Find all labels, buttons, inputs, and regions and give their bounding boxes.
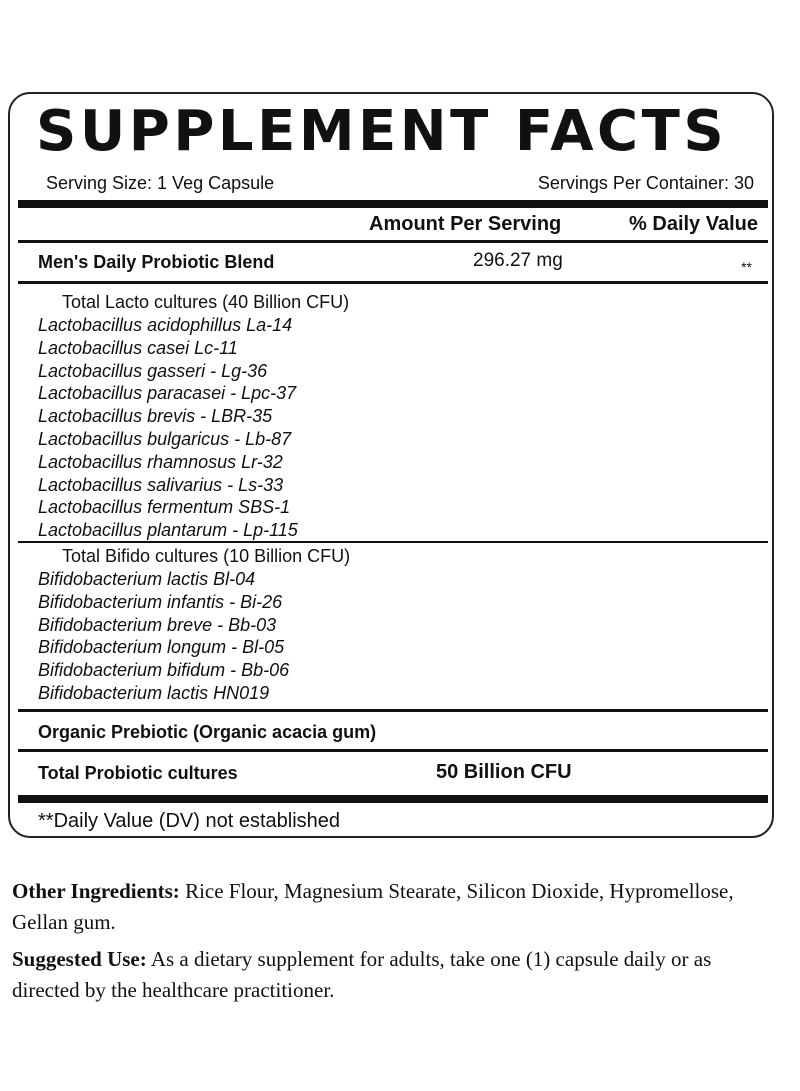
list-item: Lactobacillus fermentum SBS-1 bbox=[38, 497, 291, 518]
suggested-use-text: As a dietary supplement for adults, take one (1) capsule daily or as directed by the healthcare practitioner. bbox=[12, 947, 712, 1002]
list-item: Lactobacillus plantarum - Lp-115 bbox=[38, 520, 298, 541]
total-probiotic-value: 50 Billion CFU bbox=[436, 761, 572, 783]
list-item: Lactobacillus bulgaricus - Lb-87 bbox=[38, 428, 292, 449]
blend-rule bbox=[18, 281, 768, 284]
suggested-use bbox=[12, 944, 782, 1006]
bifido-strain-list bbox=[38, 568, 289, 705]
suggested-use-label: Suggested Use: bbox=[12, 947, 147, 971]
other-ingredients-label: Other Ingredients: bbox=[12, 879, 180, 903]
list-item: Lactobacillus brevis - LBR-35 bbox=[38, 406, 273, 427]
thick-rule-bottom bbox=[18, 795, 768, 803]
blend-daily-value: ** bbox=[741, 259, 752, 275]
lacto-group-heading: Total Lacto cultures (40 Billion CFU) bbox=[62, 292, 350, 312]
list-item: Lactobacillus acidophillus La-14 bbox=[38, 315, 293, 335]
thick-rule bbox=[18, 200, 768, 208]
list-item: Bifidobacterium breve - Bb-03 bbox=[38, 614, 277, 635]
list-item: Lactobacillus paracasei - Lpc-37 bbox=[38, 383, 297, 404]
list-item: Bifidobacterium longum - Bl-05 bbox=[38, 637, 285, 658]
servings-per-container: Servings Per Container: 30 bbox=[537, 173, 754, 193]
list-item: Lactobacillus casei Lc-11 bbox=[38, 337, 238, 358]
lacto-strain-list bbox=[38, 314, 298, 542]
list-item: Bifidobacterium bifidum - Bb-06 bbox=[38, 660, 290, 681]
total-rule bbox=[18, 749, 768, 752]
group-divider bbox=[18, 541, 768, 543]
list-item: Bifidobacterium lactis HN019 bbox=[38, 682, 270, 703]
other-ingredients bbox=[12, 876, 782, 938]
list-item: Lactobacillus rhamnosus Lr-32 bbox=[38, 451, 283, 472]
serving-size: Serving Size: 1 Veg Capsule bbox=[46, 173, 275, 193]
list-item: Bifidobacterium lactis Bl-04 bbox=[38, 569, 256, 589]
column-header-daily-value: % Daily Value bbox=[629, 213, 758, 235]
header-rule bbox=[18, 240, 768, 243]
total-probiotic-label: Total Probiotic cultures bbox=[38, 763, 238, 783]
daily-value-footnote: **Daily Value (DV) not established bbox=[38, 810, 341, 832]
prebiotic-rule bbox=[18, 709, 768, 712]
bifido-group-heading: Total Bifido cultures (10 Billion CFU) bbox=[62, 546, 351, 566]
panel-title: SUPPLEMENT FACTS bbox=[36, 99, 728, 164]
column-header-amount: Amount Per Serving bbox=[369, 213, 562, 235]
blend-name: Men's Daily Probiotic Blend bbox=[38, 252, 275, 272]
list-item: Lactobacillus salivarius - Ls-33 bbox=[38, 474, 284, 495]
prebiotic-label: Organic Prebiotic (Organic acacia gum) bbox=[38, 722, 377, 742]
list-item: Lactobacillus gasseri - Lg-36 bbox=[38, 360, 268, 381]
other-ingredients-text: Rice Flour, Magnesium Stearate, Silicon Dioxide, Hypromellose, Gellan gum. bbox=[12, 879, 734, 934]
list-item: Bifidobacterium infantis - Bi-26 bbox=[38, 591, 283, 612]
blend-amount: 296.27 mg bbox=[473, 250, 563, 271]
